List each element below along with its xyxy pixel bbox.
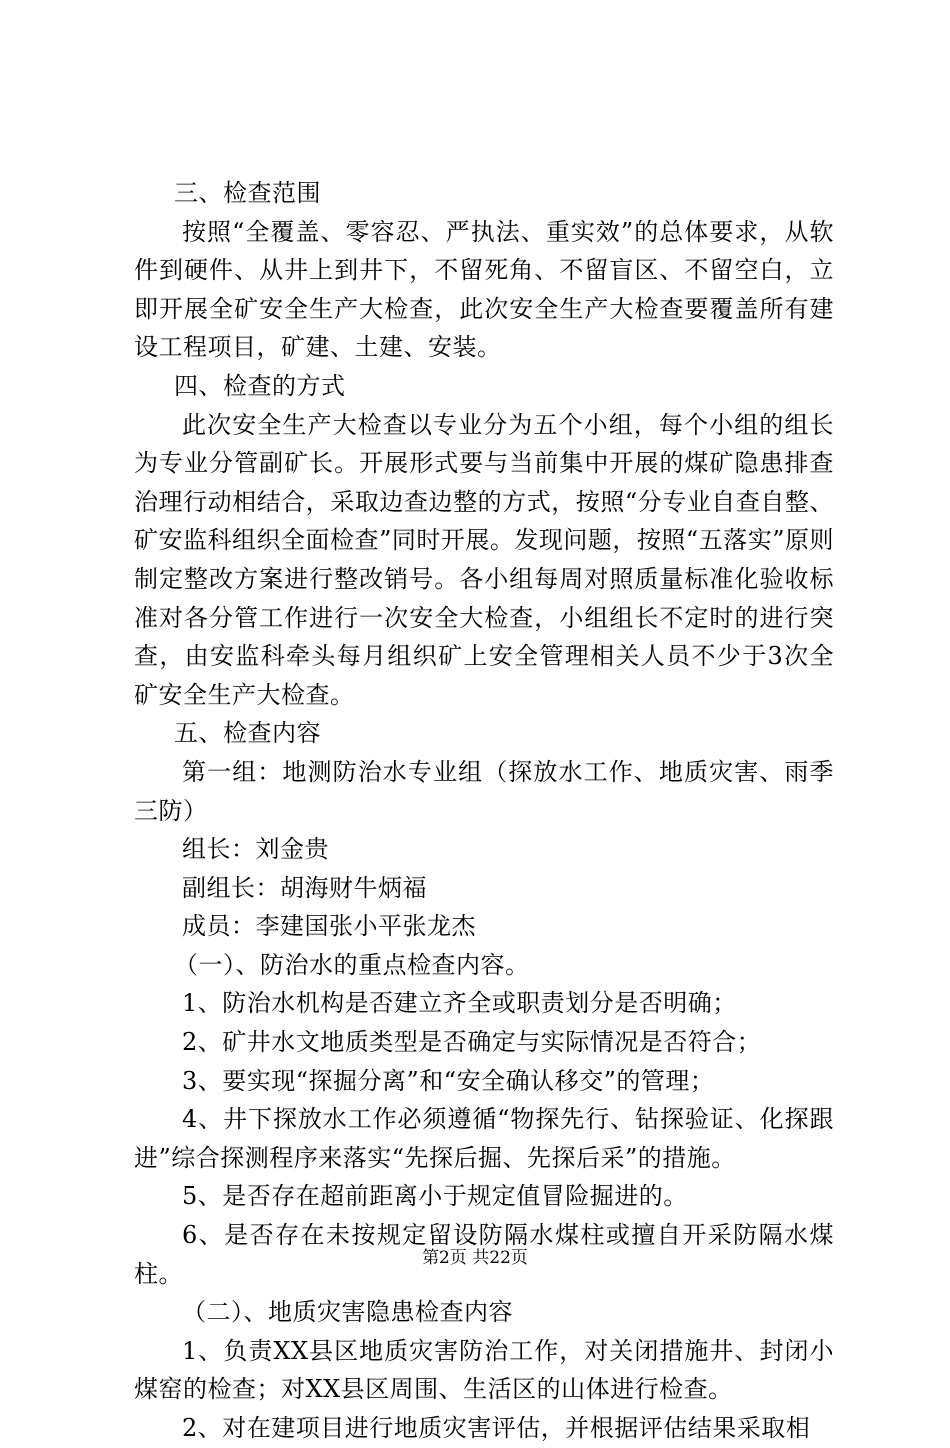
group-deputy-leader: 副组长：胡海财牛炳福 [182, 873, 427, 902]
group-members: 成员：李建国张小平张龙杰 [182, 912, 476, 941]
page-number-footer: 第2页 共22页 [422, 1248, 528, 1268]
subsection-water-heading: （一）、防治水的重点检查内容。 [174, 950, 530, 979]
paragraph-scope: 按照“全覆盖、零容忍、严执法、重实效”的总体要求，从软件到硬件、从井上到井下，不留死角、不留盲区、不留空白，立即开展全矿安全生产大检查，此次安全生产大检查要覆盖所有建设工程项目，矿建、土建、安装。 [134, 217, 834, 362]
list-item: 6、是否存在未按规定留设防隔水煤柱或擅自开采防隔水煤柱。 [134, 1221, 834, 1288]
paragraph-method: 此次安全生产大检查以专业分为五个小组，每个小组的组长为专业分管副矿长。开展形式要与当前集中开展的煤矿隐患排查治理行动相结合，采取边查边整的方式，按照“分专业自查自整、矿安监科组织全面检查”同时开展。发现问题，按照“五落实”原则制定整改方案进行整改销号。各小组每周对照质量标准化验收标准对各分管工作进行一次安全大检查，小组组长不定时的进行突查，由安监科牵头每月组织矿上安全管理相关人员不少于3次全矿安全生产大检查。 [134, 410, 834, 709]
list-item: 1、负责XX县区地质灾害防治工作，对关闭措施井、封闭小煤窑的检查；对XX县区周围、生活区的山体进行检查。 [134, 1336, 834, 1404]
list-item: 3、要实现“探掘分离”和“安全确认移交”的管理； [182, 1066, 715, 1095]
subsection-geology-heading: （二）、地质灾害隐患检查内容 [182, 1298, 513, 1327]
list-item: 5、是否存在超前距离小于规定值冒险掘进的。 [182, 1182, 688, 1211]
group-one-title: 第一组：地测防治水专业组（探放水工作、地质灾害、雨季三防） [134, 757, 834, 825]
section-heading-method: 四、检查的方式 [174, 371, 346, 400]
section-heading-scope: 三、检查范围 [174, 179, 321, 207]
list-item: 2、对在建项目进行地质灾害评估，并根据评估结果采取相 [182, 1414, 811, 1442]
group-leader: 组长：刘金贵 [182, 835, 329, 864]
list-item: 4、井下探放水工作必须遵循“物探先行、钻探验证、化探跟进”综合探测程序来落实“先探后掘、先探后采”的措施。 [134, 1105, 834, 1172]
list-item: 2、矿井水文地质类型是否确定与实际情况是否符合； [182, 1028, 762, 1057]
list-item: 1、防治水机构是否建立齐全或职责划分是否明确； [182, 989, 737, 1018]
section-heading-content: 五、检查内容 [174, 719, 321, 748]
